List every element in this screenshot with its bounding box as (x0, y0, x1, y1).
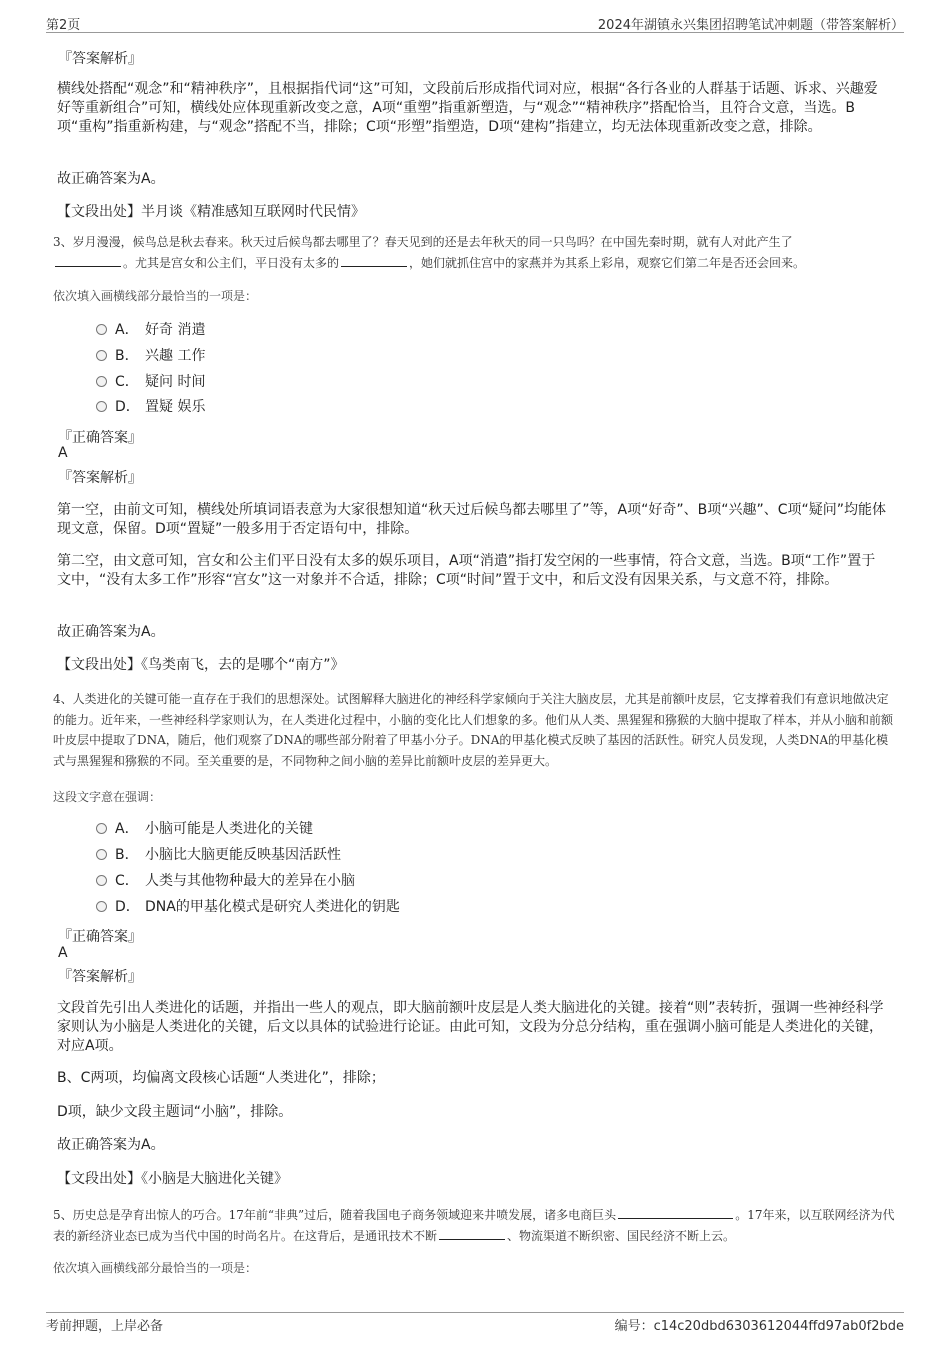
document-title: 2024年湖镇永兴集团招聘笔试冲刺题（带答案解析） (597, 18, 904, 33)
q2-conclusion: 故正确答案为A。 (57, 171, 165, 187)
q3-prompt: 依次填入画横线部分最恰当的一项是： (53, 289, 258, 303)
q4-analysis-paragraph-1: 文段首先引出人类进化的话题，并指出一些人的观点，即大脑前额叶皮层是人类大脑进化的关键。接着“则”表转折，强调一些神经科学家则认为小脑是人类进化的关键，后文以具体的试验进行论证。由此可知，文段为分总分结构，重在强调小脑可能是人类进化的关键，对应A项。 (57, 1000, 884, 1054)
q4-analysis-paragraph-3: D项，缺少文段主题词“小脑”，排除。 (57, 1104, 293, 1120)
q3-option-d[interactable]: D． 置疑 娱乐 (96, 397, 205, 417)
radio-icon[interactable] (96, 350, 107, 361)
q3-option-a[interactable]: A． 好奇 消遣 (96, 320, 205, 340)
q3-analysis-paragraph-2: 第二空，由文意可知，宫女和公主们平日没有太多的娱乐项目，A项“消遣”指打发空闲的一些事情，符合文意，当选。B项“工作”置于文中，“没有太多工作”形容“宫女”这一对象并不合适，排除；C项“时间”置于文中，和后文没有因果关系，与文意不符，排除。 (57, 553, 876, 588)
q2-analysis-tag: 『答案解析』 (58, 51, 142, 67)
q4-analysis-tag: 『答案解析』 (58, 969, 142, 985)
q4-option-a[interactable]: A． 小脑可能是人类进化的关键 (96, 819, 313, 839)
q4-prompt: 这段文字意在强调： (53, 790, 162, 804)
radio-icon[interactable] (96, 324, 107, 335)
q4-correct-answer: A (58, 945, 68, 961)
q3-blank-2 (341, 256, 407, 267)
q2-source: 【文段出处】半月谈《精准感知互联网时代民情》 (57, 204, 365, 220)
q5-text-part1: 5、历史总是孕育出惊人的巧合。17年前“非典”过后，随着我国电子商务领域迎来井喷发展，诸多电商巨头 (53, 1208, 617, 1222)
page-footer (46, 1312, 904, 1339)
q3-question-text (53, 232, 898, 273)
q3-option-b[interactable]: B． 兴趣 工作 (96, 346, 205, 366)
q3-text-part1: 3、岁月漫漫，候鸟总是秋去春来。秋天过后候鸟都去哪里了？春天见到的还是去年秋天的同一只鸟吗？在中国先秦时期，就有人对此产生了 (53, 235, 793, 249)
radio-icon[interactable] (96, 376, 107, 387)
footer-slogan: 考前押题，上岸必备 (46, 1319, 164, 1334)
page-header (46, 12, 904, 33)
q3-option-c[interactable]: C． 疑问 时间 (96, 372, 205, 392)
q3-text-part3: ，她们就抓住宫中的家燕并为其系上彩帛，观察它们第二年是否还会回来。 (409, 255, 806, 270)
q3-text-part2: 。尤其是宫女和公主们，平日没有太多的 (123, 255, 340, 270)
q3-correct-answer: A (58, 445, 68, 461)
q4-source: 【文段出处】《小脑是大脑进化关键》 (57, 1171, 288, 1187)
q4-option-b[interactable]: B． 小脑比大脑更能反映基因活跃性 (96, 845, 341, 865)
radio-icon[interactable] (96, 401, 107, 412)
q4-question-text: 4、人类进化的关键可能一直存在于我们的思想深处。试图解释大脑进化的神经科学家倾向于关注大脑皮层，尤其是前额叶皮层，它支撑着我们有意识地做决定的能力。近年来，一些神经科学家则认为，在人类进化过程中，小脑的变化比人们想象的多。他们从人类、黑猩猩和猕猴的大脑中提取了样本，并从小脑和前额叶皮层中提取了DNA，随后，他们观察了DNA的哪些部分附着了甲基小分子。DNA的甲基化模式反映了基因的活跃性。研究人员发现，人类DNA的甲基化模式与黑猩猩和猕猴的不同。至关重要的是，不同物种之间小脑的差异比前额叶皮层的差异更大。 (53, 692, 894, 768)
q4-conclusion: 故正确答案为A。 (57, 1137, 165, 1153)
radio-icon[interactable] (96, 849, 107, 860)
q3-correct-tag: 『正确答案』 (58, 430, 142, 446)
q5-blank-2 (439, 1229, 505, 1240)
page-number: 第2页 (46, 18, 81, 33)
radio-icon[interactable] (96, 823, 107, 834)
radio-icon[interactable] (96, 901, 107, 912)
q5-text-part3: 、物流渠道不断织密、国民经济不断上云。 (507, 1228, 736, 1243)
q3-blank-1 (55, 256, 121, 267)
q4-option-c[interactable]: C． 人类与其他物种最大的差异在小脑 (96, 871, 355, 891)
q5-blank-1 (618, 1208, 733, 1219)
q4-analysis-paragraph-2: B、C两项，均偏离文段核心话题“人类进化”，排除； (57, 1070, 385, 1086)
document-id: 编号：c14c20dbd6303612044ffd97ab0f2bde (614, 1319, 904, 1334)
q3-analysis-tag: 『答案解析』 (58, 470, 142, 486)
q5-question-text (53, 1205, 898, 1246)
q5-text-part2: 。17年来，以互联网经济为代表的新经济业态已成为当代中国的时尚名片。在这背后，是通讯技术不断 (53, 1208, 895, 1243)
radio-icon[interactable] (96, 875, 107, 886)
q3-source: 【文段出处】《鸟类南飞，去的是哪个“南方”》 (57, 657, 345, 673)
q4-option-d[interactable]: D． DNA的甲基化模式是研究人类进化的钥匙 (96, 897, 400, 917)
q4-correct-tag: 『正确答案』 (58, 929, 142, 945)
q5-prompt: 依次填入画横线部分最恰当的一项是： (53, 1261, 258, 1275)
q2-analysis-paragraph: 横线处搭配“观念”和“精神秩序”，且根据指代词“这”可知，文段前后形成指代词对应，根据“各行各业的人群基于话题、诉求、兴趣爱好等重新组合”可知，横线处应体现重新改变之意，A项“重塑”指重新塑造，与“观念”“精神秩序”搭配恰当，且符合文意，当选。B项“重构”指重新构建，与“观念”搭配不当，排除；C项“形塑”指塑造，D项“建构”指建立，均无法体现重新改变之意，排除。 (57, 81, 878, 135)
q3-conclusion: 故正确答案为A。 (57, 624, 165, 640)
q3-analysis-paragraph-1: 第一空，由前文可知，横线处所填词语表意为大家很想知道“秋天过后候鸟都去哪里了”等，A项“好奇”、B项“兴趣”、C项“疑问”均能体现文意，保留。D项“置疑”一般多用于否定语句中，排除。 (57, 502, 886, 537)
